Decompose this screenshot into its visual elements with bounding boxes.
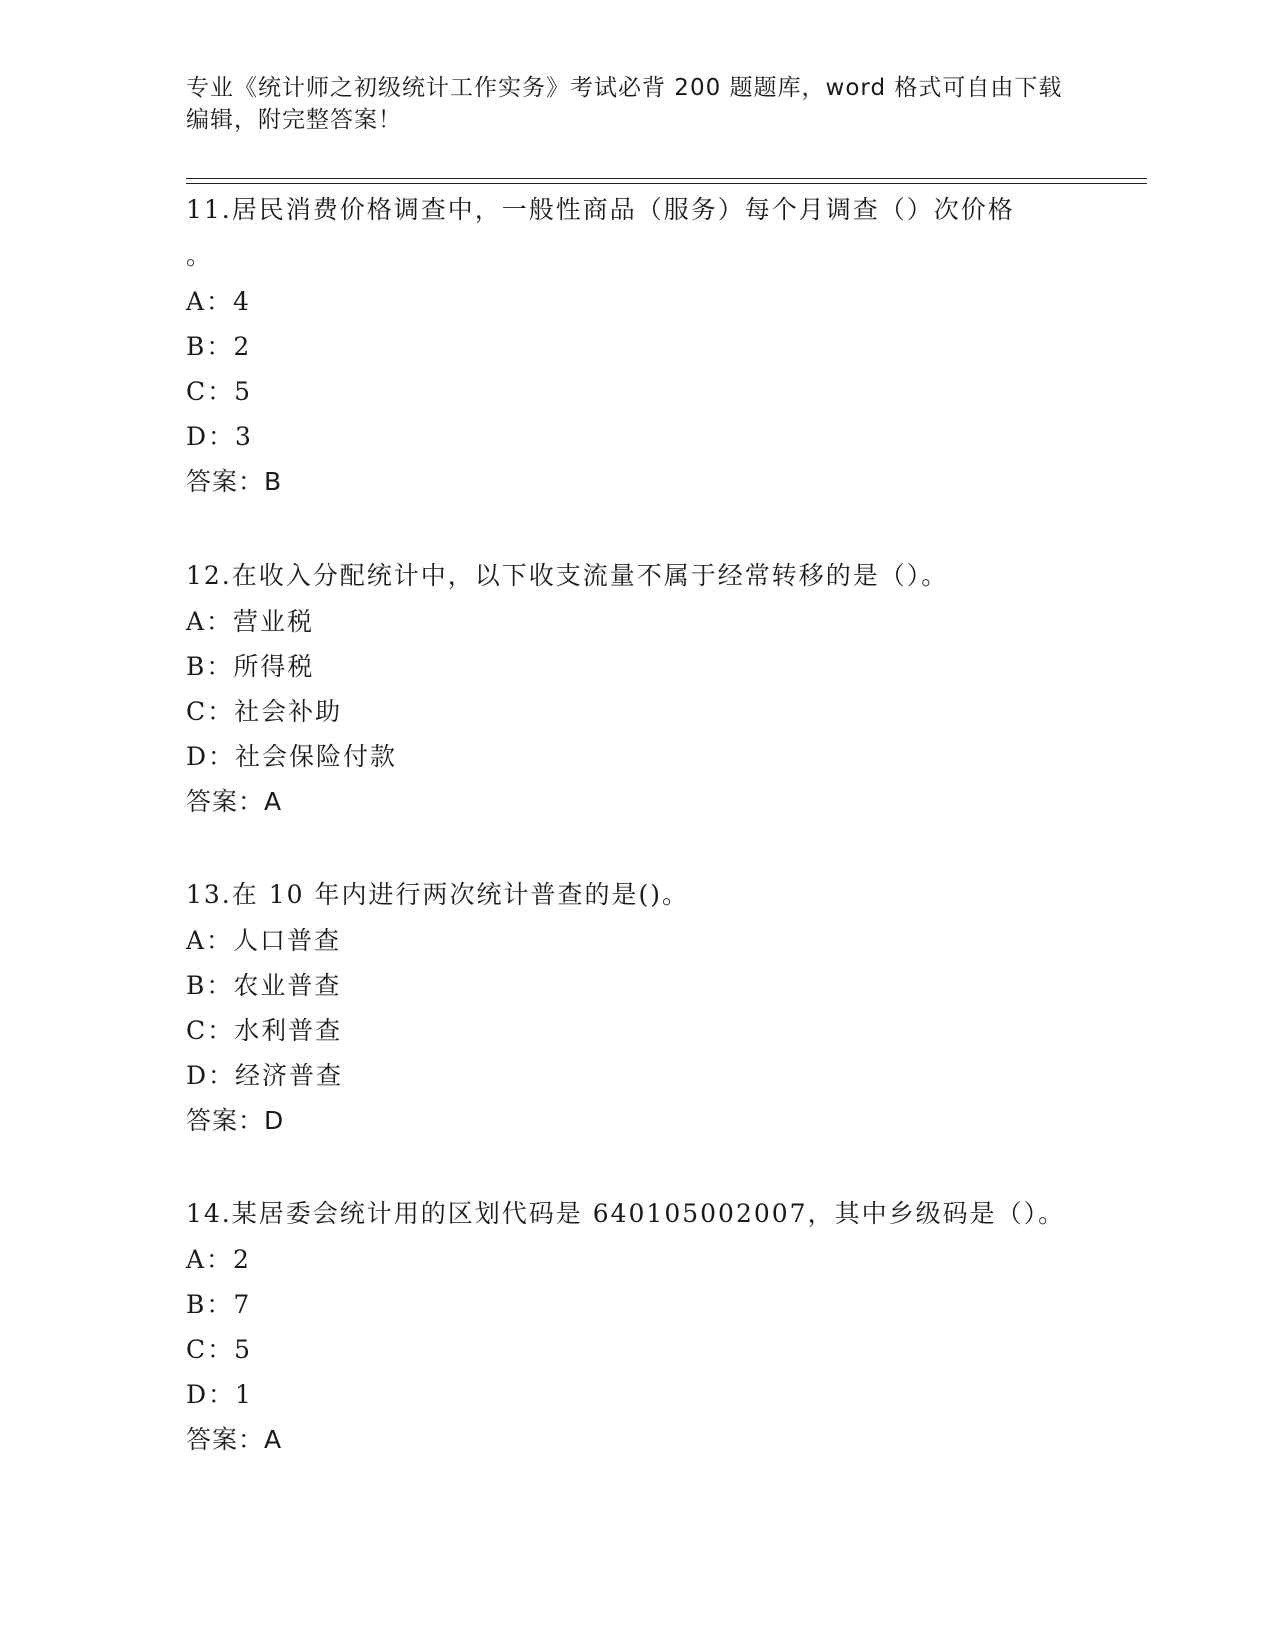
- option-b: B：农业普查: [186, 971, 342, 1000]
- question-stem: 13.在 10 年内进行两次统计普查的是()。: [186, 880, 689, 909]
- question-13: [186, 872, 1086, 1144]
- header-divider-top: [186, 178, 1147, 179]
- question-stem: 12.在收入分配统计中，以下收支流量不属于经常转移的是（）。: [186, 561, 949, 590]
- answer: 答案：B: [186, 467, 283, 496]
- header-divider-bottom: [186, 183, 1147, 184]
- question-stem-continued: 。: [186, 241, 214, 270]
- option-d: D：3: [186, 422, 253, 451]
- option-d: D：经济普查: [186, 1061, 344, 1090]
- header-line-2: 编辑，附完整答案！: [186, 107, 402, 133]
- document-header: [186, 72, 1086, 136]
- option-c: C：水利普查: [186, 1016, 343, 1045]
- header-line-1: 专业《统计师之初级统计工作实务》考试必背 200 题题库，word 格式可自由下载: [186, 75, 1063, 101]
- option-b: B：2: [186, 332, 252, 361]
- question-stem: 14.某居委会统计用的区划代码是 640105002007，其中乡级码是（）。: [186, 1199, 1066, 1228]
- answer: 答案：A: [186, 787, 283, 816]
- option-b: B：7: [186, 1290, 252, 1319]
- question-12: [186, 553, 1086, 825]
- option-d: D：社会保险付款: [186, 742, 398, 771]
- option-a: A：人口普查: [186, 926, 342, 955]
- option-c: C：5: [186, 377, 253, 406]
- option-a: A：2: [186, 1245, 251, 1274]
- option-d: D：1: [186, 1380, 253, 1409]
- question-stem: 11.居民消费价格调查中，一般性商品（服务）每个月调查（）次价格: [186, 195, 1015, 224]
- answer: 答案：D: [186, 1106, 285, 1135]
- question-14: [186, 1191, 1086, 1463]
- answer: 答案：A: [186, 1425, 283, 1454]
- question-11: [186, 187, 1086, 505]
- option-c: C：5: [186, 1335, 253, 1364]
- option-b: B：所得税: [186, 652, 315, 681]
- option-a: A：4: [186, 287, 251, 316]
- option-a: A：营业税: [186, 607, 315, 636]
- option-c: C：社会补助: [186, 697, 343, 726]
